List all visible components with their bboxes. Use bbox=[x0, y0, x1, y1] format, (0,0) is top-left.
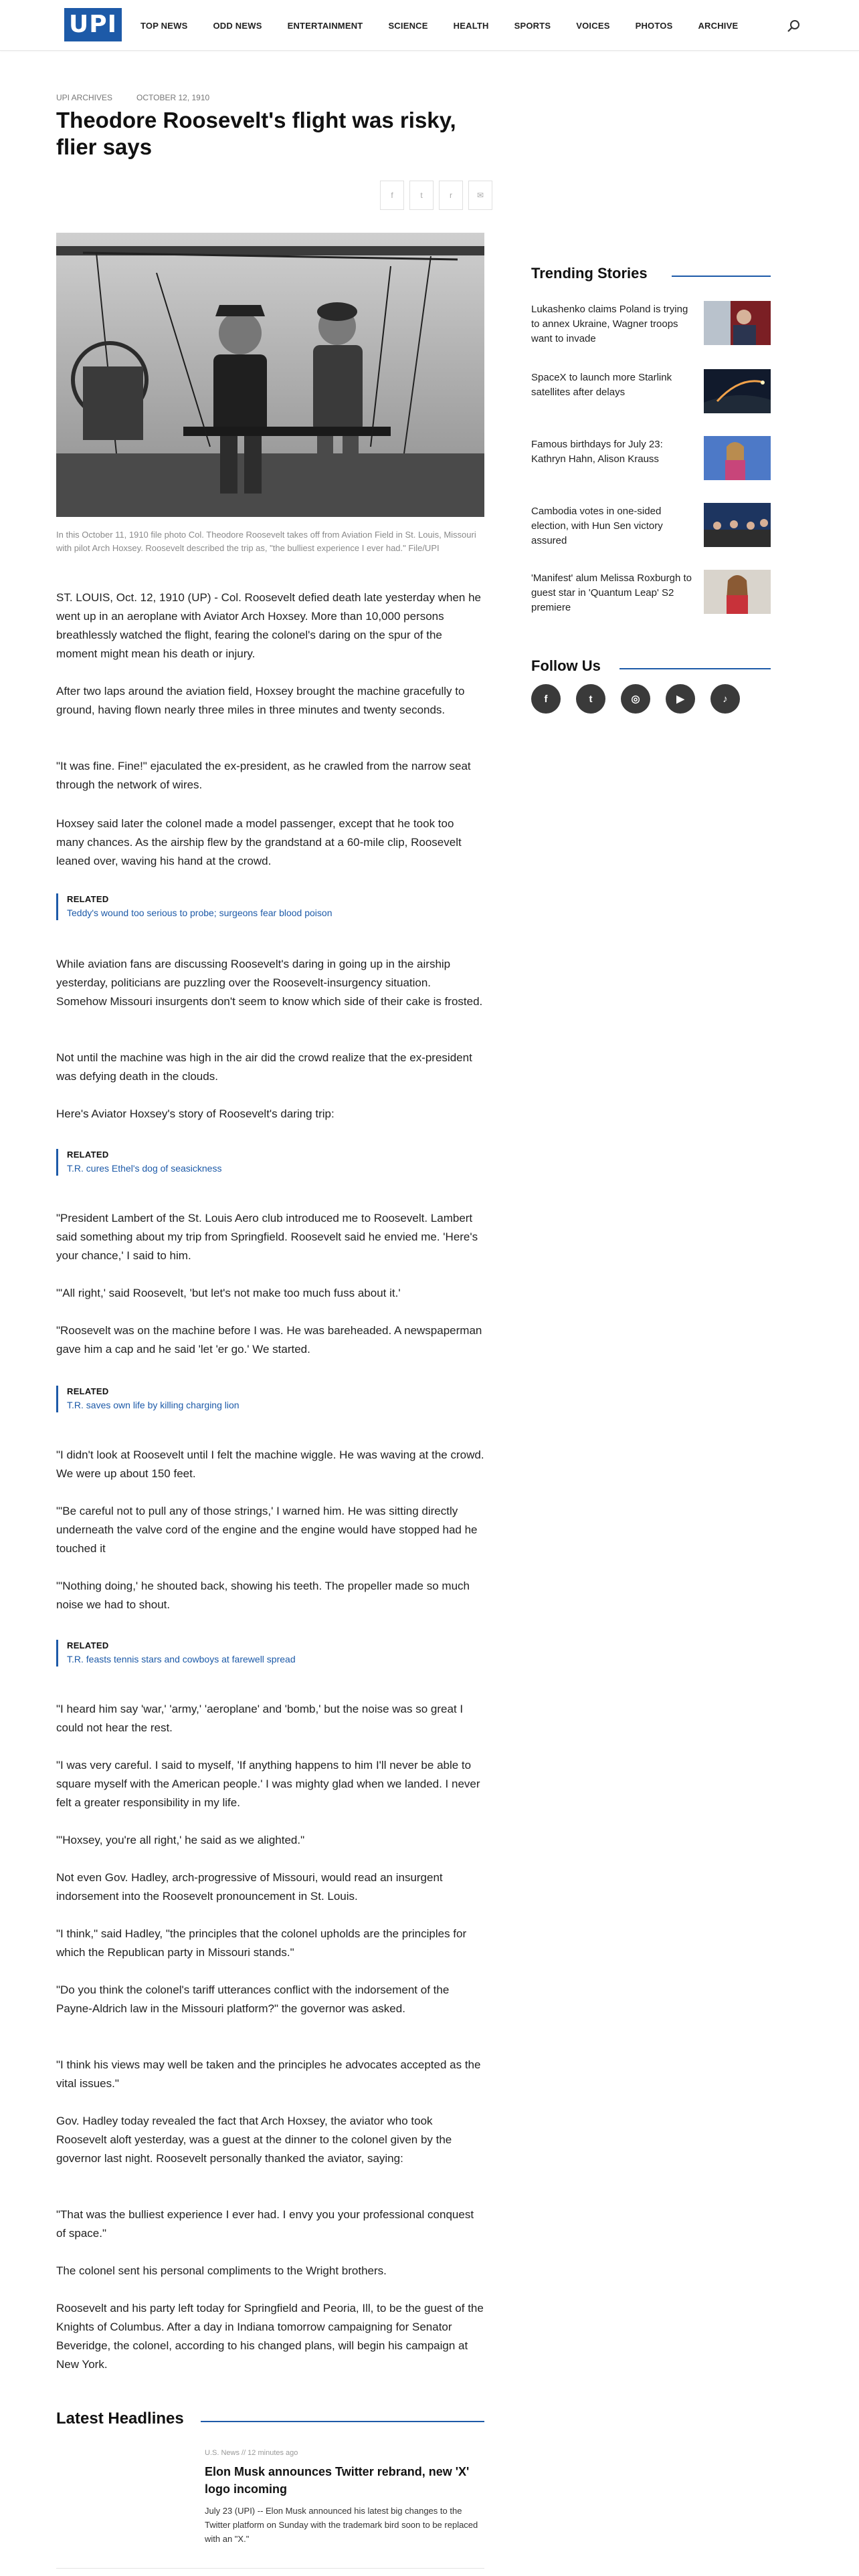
article-photo bbox=[56, 233, 484, 517]
instagram-icon[interactable]: ◎ bbox=[621, 684, 650, 714]
paragraph-21: Gov. Hadley today revealed the fact that Arch Hoxsey, the aviator who took Roosevelt aloft yesterday, was a guest at the dinner to the colonel given by the governor last night. Roosevelt personally thanked the aviator, saying: bbox=[56, 2115, 452, 2165]
paragraph-24: Roosevelt and his party left today for Springfield and Peoria, Ill, to be the guest of the Knights of Columbus. After a day in Indiana tomorrow campaigning for Senator Beveridge, the colonel, according to his changed plans, will begin his campaign at New York. bbox=[56, 2302, 484, 2371]
trending-thumbnail[interactable] bbox=[704, 436, 771, 480]
paragraph-12: "'Be careful not to pull any of those strings,' I warned him. He was sitting directly underneath the valve cord of the engine and the engine would have stopped had he touched it bbox=[56, 1505, 478, 1555]
latest-headline-link[interactable]: Elon Musk announces Twitter rebrand, new 'X' logo incoming bbox=[205, 2465, 470, 2496]
paragraph-3: "It was fine. Fine!" ejaculated the ex-president, as he crawled from the narrow seat through the network of wires. bbox=[56, 760, 471, 791]
paragraph-23: The colonel sent his personal compliments to the Wright brothers. bbox=[56, 2264, 387, 2277]
youtube-icon[interactable]: ▶ bbox=[666, 684, 695, 714]
paragraph-1: ST. LOUIS, Oct. 12, 1910 (UP) - Col. Roosevelt defied death late yesterday when he went up in an aeroplane with Aviator Arch Hoxsey. More than 10,000 persons breathlessly watched the flight, fearing the colonel's daring on the spur of the moment might mean his death or injury. bbox=[56, 591, 481, 660]
trending-item[interactable] bbox=[531, 301, 771, 349]
nav-photos[interactable]: PHOTOS bbox=[635, 20, 673, 31]
paragraph-13: "'Nothing doing,' he shouted back, showing his teeth. The propeller made so much noise we had to shout. bbox=[56, 1580, 470, 1611]
paragraph-4: Hoxsey said later the colonel made a model passenger, except that he took too many chances. As the airship flew by the grandstand at a 60-mile clip, Roosevelt leaned over, waving his hand at the crowd. bbox=[56, 817, 462, 867]
related-label: RELATED bbox=[67, 1386, 109, 1396]
top-navigation-bar bbox=[0, 0, 859, 51]
paragraph-9: "'All right,' said Roosevelt, 'but let's not make too much fuss about it.' bbox=[56, 1287, 401, 1299]
trending-item[interactable] bbox=[531, 436, 771, 484]
paragraph-17: Not even Gov. Hadley, arch-progressive of Missouri, would read an insurgent indorsement into the Roosevelt pronouncement in St. Louis. bbox=[56, 1871, 443, 1903]
tiktok-icon[interactable]: ♪ bbox=[710, 684, 740, 714]
section-label[interactable]: UPI ARCHIVES bbox=[56, 93, 113, 102]
trending-thumbnail[interactable] bbox=[704, 301, 771, 345]
latest-headlines-title: Latest Headlines bbox=[56, 2409, 184, 2428]
related-label: RELATED bbox=[67, 1150, 109, 1160]
social-links bbox=[531, 684, 740, 714]
trending-thumbnail[interactable] bbox=[704, 503, 771, 547]
nav-health[interactable]: HEALTH bbox=[453, 20, 489, 31]
follow-divider bbox=[619, 668, 771, 669]
divider bbox=[56, 2568, 484, 2569]
related-label: RELATED bbox=[67, 894, 109, 904]
paragraph-10: "Roosevelt was on the machine before I was. He was bareheaded. A newspaperman gave him a cap and he said 'let 'er go.' We started. bbox=[56, 1324, 482, 1356]
trending-item-title[interactable]: SpaceX to launch more Starlink satellites after delays bbox=[531, 372, 672, 398]
paragraph-2: After two laps around the aviation field, Hoxsey brought the machine gracefully to ground, having flown nearly three miles in three minutes and twenty seconds. bbox=[56, 685, 465, 716]
share-facebook-button[interactable]: f bbox=[380, 181, 404, 210]
latest-item-meta: U.S. News // 12 minutes ago bbox=[205, 2449, 298, 2457]
share-twitter-button[interactable]: t bbox=[409, 181, 434, 210]
article-title: Theodore Roosevelt's flight was risky, flier says bbox=[56, 108, 456, 159]
paragraph-15: "I was very careful. I said to myself, 'If anything happens to him I'll never be able to square myself with the American people.' I was mighty glad when we landed. I never felt a greater responsibility in my life. bbox=[56, 1759, 480, 1809]
trending-title: Trending Stories bbox=[531, 265, 648, 282]
paragraph-14: "I heard him say 'war,' 'army,' 'aeroplane' and 'bomb,' but the noise was so great I could not hear the rest. bbox=[56, 1703, 464, 1734]
paragraph-5: While aviation fans are discussing Roosevelt's daring in going up in the airship yesterday, politicians are puzzling over the Roosevelt-insurgency situation. Somehow Missouri insurgents don't seem to know which side of their cake is frosted. bbox=[56, 958, 483, 1008]
paragraph-19: "Do you think the colonel's tariff utterances conflict with the indorsement of the Payne-Aldrich law in the Missouri platform?" the governor was asked. bbox=[56, 1983, 450, 2015]
trending-item-title[interactable]: 'Manifest' alum Melissa Roxburgh to guest star in 'Quantum Leap' S2 premiere bbox=[531, 572, 692, 613]
related-link[interactable]: Teddy's wound too serious to probe; surgeons fear blood poison bbox=[67, 907, 332, 918]
photo-caption: In this October 11, 1910 file photo Col. Theodore Roosevelt takes off from Aviation Field in St. Louis, Missouri with pilot Arch Hoxsey. Roosevelt described the trip as, "the bulliest experience I ever had." File/UPI bbox=[56, 530, 476, 553]
related-box bbox=[56, 893, 484, 920]
latest-summary: July 23 (UPI) -- Elon Musk announced his latest big changes to the Twitter platform on Sunday with the trademark bird soon to be replaced with an "X." bbox=[205, 2506, 478, 2544]
nav-science[interactable]: SCIENCE bbox=[388, 20, 428, 31]
related-link[interactable]: T.R. saves own life by killing charging lion bbox=[67, 1400, 240, 1410]
paragraph-20: "I think his views may well be taken and the principles he advocates accepted as the vital issues." bbox=[56, 2058, 481, 2090]
trending-item-title[interactable]: Cambodia votes in one-sided election, with Hun Sen victory assured bbox=[531, 506, 663, 546]
nav-odd-news[interactable]: ODD NEWS bbox=[213, 20, 262, 31]
article-date: OCTOBER 12, 1910 bbox=[136, 93, 210, 102]
paragraph-18: "I think," said Hadley, "the principles that the colonel upholds are the principles for which the Republican party in Missouri stands." bbox=[56, 1927, 467, 1959]
nav-top-news[interactable]: TOP NEWS bbox=[140, 20, 188, 31]
share-reddit-button[interactable]: r bbox=[439, 181, 463, 210]
article-meta bbox=[56, 93, 209, 102]
trending-item-title[interactable]: Lukashenko claims Poland is trying to annex Ukraine, Wagner troops want to invade bbox=[531, 304, 688, 344]
nav-voices[interactable]: VOICES bbox=[576, 20, 610, 31]
trending-item[interactable] bbox=[531, 503, 771, 551]
related-box bbox=[56, 1386, 484, 1412]
nav-archive[interactable]: ARCHIVE bbox=[698, 20, 739, 31]
twitter-icon[interactable]: t bbox=[576, 684, 605, 714]
share-email-button[interactable]: ✉ bbox=[468, 181, 492, 210]
trending-thumbnail[interactable] bbox=[704, 570, 771, 614]
upi-logo[interactable]: UPI bbox=[64, 8, 122, 41]
trending-item[interactable] bbox=[531, 369, 771, 417]
main-nav bbox=[140, 0, 763, 51]
trending-thumbnail[interactable] bbox=[704, 369, 771, 413]
paragraph-11: "I didn't look at Roosevelt until I felt the machine wiggle. He was waving at the crowd. We were up about 150 feet. bbox=[56, 1448, 484, 1480]
trending-item-title[interactable]: Famous birthdays for July 23: Kathryn Hahn, Alison Krauss bbox=[531, 439, 663, 465]
latest-divider bbox=[201, 2421, 484, 2422]
paragraph-8: "President Lambert of the St. Louis Aero club introduced me to Roosevelt. Lambert said something about my trip from Springfield. Roosevelt said he envied me. 'Here's your chance,' I said to him. bbox=[56, 1212, 478, 1262]
facebook-icon[interactable]: f bbox=[531, 684, 561, 714]
related-box bbox=[56, 1640, 484, 1667]
related-link[interactable]: T.R. cures Ethel's dog of seasickness bbox=[67, 1163, 222, 1174]
trending-divider bbox=[672, 276, 771, 277]
follow-us-title: Follow Us bbox=[531, 657, 601, 674]
nav-sports[interactable]: SPORTS bbox=[514, 20, 551, 31]
paragraph-7: Here's Aviator Hoxsey's story of Roosevelt's daring trip: bbox=[56, 1107, 335, 1120]
related-label: RELATED bbox=[67, 1640, 109, 1650]
nav-entertainment[interactable]: ENTERTAINMENT bbox=[287, 20, 363, 31]
search-icon[interactable] bbox=[787, 19, 801, 33]
related-link[interactable]: T.R. feasts tennis stars and cowboys at farewell spread bbox=[67, 1654, 296, 1665]
trending-item[interactable] bbox=[531, 570, 771, 618]
paragraph-22: "That was the bulliest experience I ever had. I envy you your professional conquest of space." bbox=[56, 2208, 474, 2240]
share-buttons bbox=[380, 181, 492, 210]
related-box bbox=[56, 1149, 484, 1176]
paragraph-16: "'Hoxsey, you're all right,' he said as we alighted." bbox=[56, 1834, 305, 1846]
paragraph-6: Not until the machine was high in the air did the crowd realize that the ex-president was defying death in the clouds. bbox=[56, 1051, 472, 1083]
